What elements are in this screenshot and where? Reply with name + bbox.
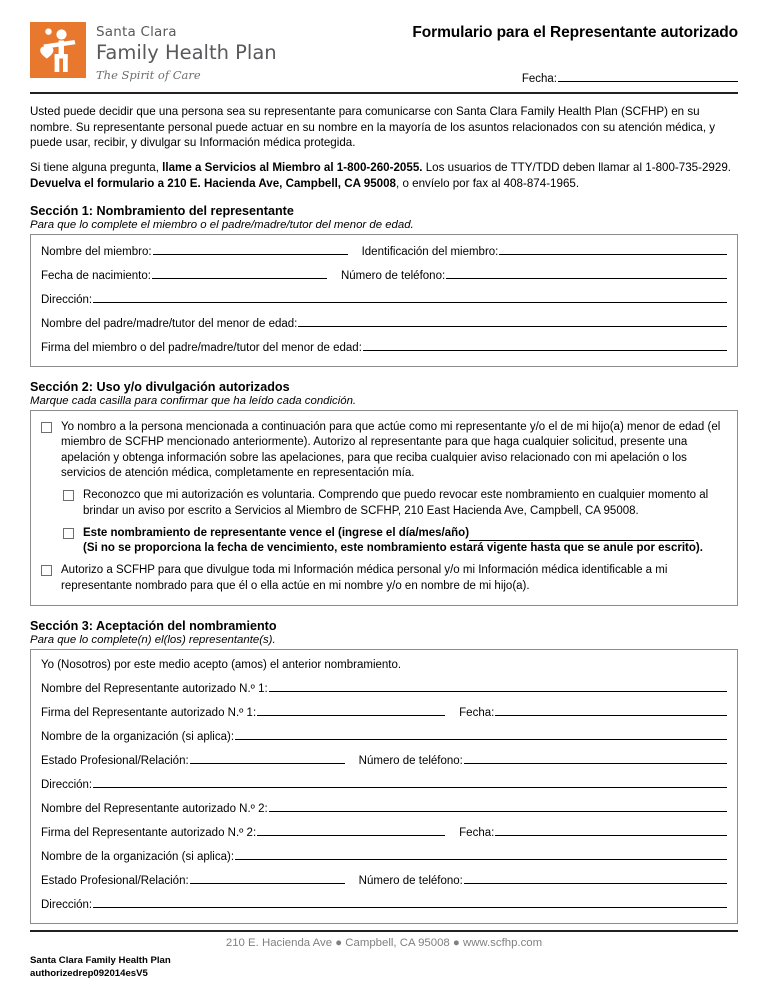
brand-line-2: Family Health Plan [96,40,277,64]
title-block [277,22,738,85]
rep1-phone-label: Número de teléfono: [358,755,463,768]
expiry-text-after: (Si no se proporciona la fecha de vencimiento, este nombramiento estará vigente hasta que se anule por escrito). [83,542,703,555]
intro-p2-part-a: Si tiene alguna pregunta, [30,160,163,174]
rep2-status-label: Estado Profesional/Relación: [41,875,189,888]
section-3-heading: Sección 3: Aceptación del nombramiento [30,619,277,634]
rep2-signature-label: Firma del Representante autorizado N.º 2: [41,827,257,840]
rep1-org-row [41,729,727,743]
intro-p2-part-b: llame a Servicios al Miembro al 1-800-260-2055. [162,160,423,174]
intro-p2-part-d: Devuelva el formulario a 210 E. Hacienda Ave, Campbell, CA 95008 [30,176,397,190]
intro-paragraph-2 [30,160,738,191]
rep1-date-label: Fecha: [459,707,495,720]
rep2-status-row [41,873,727,887]
rep2-status-input[interactable] [190,873,345,884]
intro-paragraph-1: Usted puede decidir que una persona sea su representante para comunicarse con Santa Clara Family Health Plan (SCFHP) en su nombre. Su representante personal puede actuar en su nombre en la mayoría de los asuntos relacionados con su atención médica, y puede usar, recibir, y divulgar su Información médica protegida. [30,105,716,150]
rep1-address-row [41,777,727,791]
person-heart-sunburst-logo-icon [30,22,86,78]
section-1-heading: Sección 1: Nombramiento del representante [30,204,294,219]
guardian-name-label: Nombre del padre/madre/tutor del menor de edad: [41,318,298,331]
rep2-org-input[interactable] [235,849,727,860]
header-date-label: Fecha: [521,73,557,85]
rep1-date-input[interactable] [495,705,727,716]
phone-label: Número de teléfono: [340,270,446,283]
rep2-phone-label: Número de teléfono: [358,875,463,888]
consent-item-4[interactable] [41,563,727,594]
rep2-phone-input[interactable] [464,873,727,884]
document-footer [30,930,738,980]
phone-input[interactable] [446,268,727,279]
consent-item-3[interactable] [63,526,727,557]
brand-line-1: Santa Clara [96,24,177,40]
member-signature-label: Firma del miembro o del padre/madre/tutor del menor de edad: [41,342,362,355]
rep2-address-row [41,897,727,911]
section-2-heading: Sección 2: Uso y/o divulgación autorizados [30,380,290,395]
address-label: Dirección: [41,294,93,307]
checkbox-icon[interactable] [41,565,52,576]
intro-paragraphs [30,104,738,191]
field-row-guardian-name [41,316,727,330]
section-2-subheading: Marque cada casilla para confirmar que ha leído cada condición. [30,395,357,408]
address-input[interactable] [93,292,727,303]
member-signature-input[interactable] [363,340,727,351]
footer-org-name: Santa Clara Family Health Plan [30,955,171,967]
rep2-date-input[interactable] [495,825,727,836]
rep1-status-row [41,753,727,767]
rep2-address-label: Dirección: [41,899,93,912]
rep2-org-row [41,849,727,863]
header-date-input[interactable] [558,70,738,82]
rep1-org-label: Nombre de la organización (si aplica): [41,731,235,744]
checkbox-icon[interactable] [63,490,74,501]
intro-p2-part-e: , o envíelo por fax al 408-874-1965. [396,176,580,190]
page-title: Formulario para el Representante autorizado [412,24,738,41]
rep1-phone-input[interactable] [464,753,727,764]
rep1-org-input[interactable] [235,729,727,740]
field-row-member [41,244,727,258]
consent-item-1-text: Yo nombro a la persona mencionada a continuación para que actúe como mi representante y/o el de mi hijo(a) menor de edad (el miembro de SCFHP mencionado anteriormente). Autorizo al representante para que haga cualquier solicitud, presente una apelación y obtenga información sobre las apelaciones, para que reciba cualquier aviso relacionado con mi apelación o los servicios de atención médica, completamente en representación mía. [61,421,721,480]
rep1-name-row [41,681,727,695]
rep2-signature-row [41,825,727,839]
acceptance-statement [41,659,727,671]
guardian-name-input[interactable] [298,316,727,327]
rep1-signature-row [41,705,727,719]
dob-input[interactable] [152,268,327,279]
rep2-signature-input[interactable] [257,825,445,836]
rep1-address-label: Dirección: [41,779,93,792]
member-name-input[interactable] [153,244,348,255]
rep1-name-input[interactable] [269,681,727,692]
footer-doc-code: authorizedrep092014esV5 [30,967,148,979]
intro-p2-part-c: Los usuarios de TTY/TDD deben llamar al 1-800-735-2929. [422,160,731,174]
checkbox-icon[interactable] [63,528,74,539]
field-row-signature [41,340,727,354]
rep1-status-input[interactable] [190,753,345,764]
section-3-subheading: Para que lo complete(n) el(los) representante(s). [30,634,276,647]
footer-address: 210 E. Hacienda Ave ● Campbell, CA 95008 ● www.scfhp.com [225,937,543,950]
rep2-name-input[interactable] [269,801,727,812]
consent-item-4-text: Autorizo a SCFHP para que divulgue toda mi Información médica personal y/o mi Información médica identificable a mi representante nombrado para que él o ella actúe en mi nombre y/o en nombre de mi hijo(a). [61,564,668,592]
expiry-text-before: Este nombramiento de representante vence el (ingrese el día/mes/año) [83,526,470,539]
section-1-box [30,234,738,367]
rep2-org-label: Nombre de la organización (si aplica): [41,851,235,864]
field-row-dob-phone [41,268,727,282]
brand-wordmark [96,22,277,82]
brand-logo [30,22,277,82]
acceptance-statement-text: Yo (Nosotros) por este medio acepto (amos) el anterior nombramiento. [41,659,402,672]
rep1-address-input[interactable] [93,777,727,788]
member-id-input[interactable] [499,244,727,255]
section-3-box [30,649,738,924]
dob-label: Fecha de nacimiento: [41,270,151,283]
header-divider [30,92,738,94]
consent-item-2[interactable] [63,488,727,519]
rep1-signature-label: Firma del Representante autorizado N.º 1: [41,707,257,720]
rep2-name-label: Nombre del Representante autorizado N.º 2: [41,803,268,816]
footer-meta [30,955,738,980]
rep1-name-label: Nombre del Representante autorizado N.º 1: [41,683,268,696]
consent-item-1[interactable] [41,420,727,481]
rep2-date-label: Fecha: [459,827,495,840]
rep1-status-label: Estado Profesional/Relación: [41,755,189,768]
brand-tagline: The Spirit of Care [96,68,201,82]
rep2-address-input[interactable] [93,897,727,908]
rep1-signature-input[interactable] [257,705,445,716]
rep2-name-row [41,801,727,815]
consent-item-2-text: Reconozco que mi autorización es voluntaria. Comprendo que puedo revocar este nombramiento en cualquier momento al brindar un aviso por escrito a Servicios al Miembro de SCFHP, 210 East Hacienda Ave, Campbell, CA 95008. [83,489,709,517]
footer-divider [30,930,738,932]
field-row-address [41,292,727,306]
document-header [30,0,738,88]
section-1-subheading: Para que lo complete el miembro o el padre/madre/tutor del menor de edad. [30,219,414,232]
header-date-field [277,70,738,85]
member-name-label: Nombre del miembro: [41,246,152,259]
expiry-date-input[interactable] [469,530,694,541]
section-2-box [30,410,738,606]
consent-item-3-text [83,526,727,557]
member-id-label: Identificación del miembro: [361,246,499,259]
checkbox-icon[interactable] [41,422,52,433]
